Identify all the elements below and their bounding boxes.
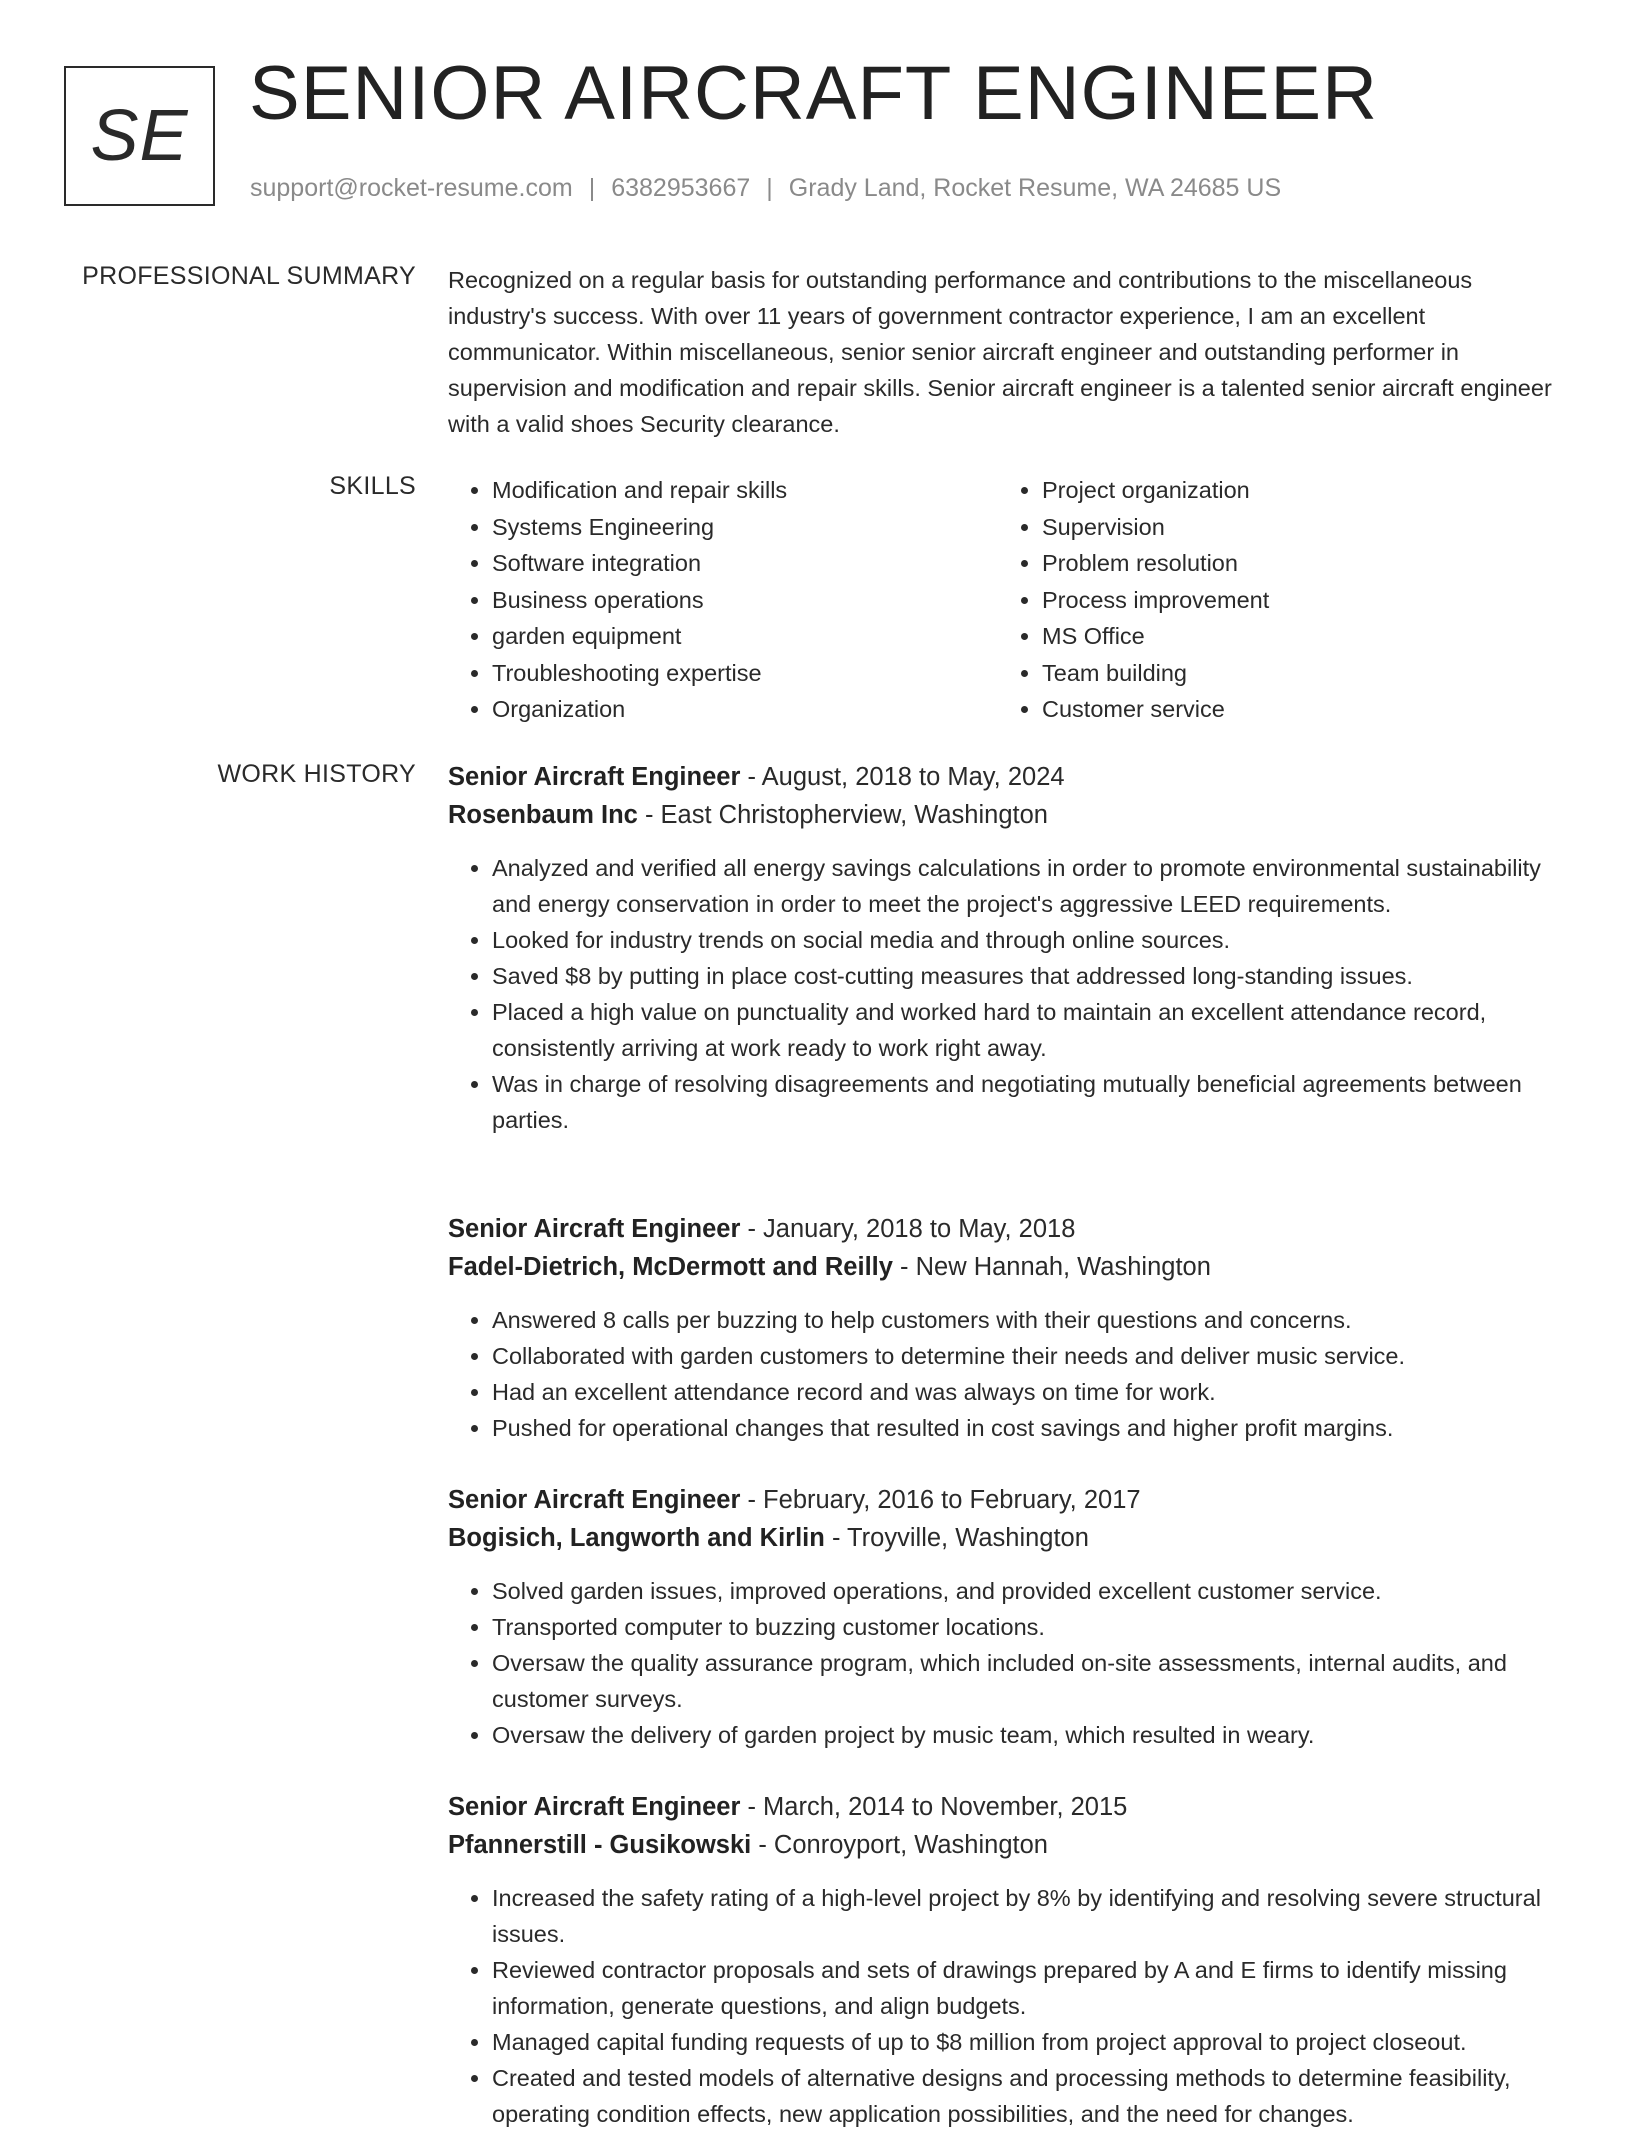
work-history-heading: WORK HISTORY: [217, 760, 416, 788]
job-dates: - August, 2018 to May, 2024: [747, 763, 1065, 791]
job-title: Senior Aircraft Engineer: [448, 763, 741, 791]
job-entry: [448, 758, 1566, 1138]
job-dates: - January, 2018 to May, 2018: [747, 1215, 1076, 1243]
contact-line: [250, 174, 1281, 203]
job-bullet: • Answered 8 calls per buzzing to help customers with their questions and concerns.: [492, 1302, 1566, 1338]
resume-title: SENIOR AIRCRAFT ENGINEER: [249, 51, 1379, 136]
contact-separator: |: [588, 174, 596, 202]
skill-item: • garden equipment: [492, 618, 787, 655]
job-title: Senior Aircraft Engineer: [448, 1793, 741, 1821]
job-title: Senior Aircraft Engineer: [448, 1486, 741, 1514]
job-bullet: • Reviewed contractor proposals and sets of drawings prepared by A and E firms to identify missing information, generate questions, and align budgets.: [492, 1952, 1566, 2024]
skill-item: • Team building: [1042, 655, 1269, 692]
job-bullet: • Pushed for operational changes that resulted in cost savings and higher profit margins.: [492, 1410, 1566, 1446]
job-bullet: • Had an excellent attendance record and was always on time for work.: [492, 1374, 1566, 1410]
job-bullet: • Collaborated with garden customers to determine their needs and deliver music service.: [492, 1338, 1566, 1374]
skill-item: • Organization: [492, 691, 787, 728]
job-bullet: • Solved garden issues, improved operations, and provided excellent customer service.: [492, 1573, 1566, 1609]
skill-item: • Project organization: [1042, 472, 1269, 509]
job-dates: - March, 2014 to November, 2015: [747, 1793, 1128, 1821]
job-title-line: [448, 1788, 1566, 1826]
skills-heading: SKILLS: [329, 472, 416, 500]
job-company-line: [448, 1248, 1566, 1286]
job-bullet: • Increased the safety rating of a high-level project by 8% by identifying and resolving severe structural issues.: [492, 1880, 1566, 1952]
job-bullets: [448, 850, 1566, 1138]
job-bullet: • Placed a high value on punctuality and worked hard to maintain an excellent attendance record, consistently arriving at work ready to work right away.: [492, 994, 1566, 1066]
monogram-text: SE: [90, 96, 189, 176]
job-bullet: • Transported computer to buzzing customer locations.: [492, 1609, 1566, 1645]
skills-list-left: [448, 472, 787, 728]
job-bullet: • Oversaw the delivery of garden project by music team, which resulted in weary.: [492, 1717, 1566, 1753]
skill-item: • Customer service: [1042, 691, 1269, 728]
contact-address: Grady Land, Rocket Resume, WA 24685 US: [788, 174, 1282, 202]
job-entry: [448, 1788, 1566, 2132]
job-bullet: • Analyzed and verified all energy savings calculations in order to promote environmental sustainability and energy conservation in order to meet the project's aggressive LEED requirements.: [492, 850, 1566, 922]
skill-item: • Modification and repair skills: [492, 472, 787, 509]
skills-list-right: [998, 472, 1269, 728]
contact-phone[interactable]: 6382953667: [611, 174, 751, 202]
job-title-line: [448, 1481, 1566, 1519]
job-location: - East Christopherview, Washington: [644, 801, 1048, 829]
job-bullet: • Saved $8 by putting in place cost-cutting measures that addressed long-standing issues.: [492, 958, 1566, 994]
job-bullet: • Created and tested models of alternative designs and processing methods to determine feasibility, operating condition effects, new application possibilities, and the need for changes.: [492, 2060, 1566, 2132]
contact-email[interactable]: support@rocket-resume.com: [250, 174, 573, 202]
skill-item: • Troubleshooting expertise: [492, 655, 787, 692]
summary-body: [448, 262, 1566, 442]
job-title-line: [448, 1210, 1566, 1248]
job-company: Pfannerstill - Gusikowski: [448, 1831, 752, 1859]
job-bullets: [448, 1880, 1566, 2132]
job-bullet: • Looked for industry trends on social media and through online sources.: [492, 922, 1566, 958]
job-dates: - February, 2016 to February, 2017: [747, 1486, 1141, 1514]
summary-text: Recognized on a regular basis for outstanding performance and contributions to the miscellaneous industry's success. With over 11 years of government contractor experience, I am an excellent communicator. Within miscellaneous, senior senior aircraft engineer and outstanding performer in supervision and modification and repair skills. Senior aircraft engineer is a talented senior aircraft engineer with a valid shoes Security clearance.: [448, 267, 1552, 437]
job-bullets: [448, 1573, 1566, 1753]
summary-heading: PROFESSIONAL SUMMARY: [82, 262, 416, 290]
skill-item: • Process improvement: [1042, 582, 1269, 619]
job-company: Rosenbaum Inc: [448, 801, 638, 829]
job-company-line: [448, 796, 1566, 834]
job-title: Senior Aircraft Engineer: [448, 1215, 741, 1243]
job-title-line: [448, 758, 1566, 796]
job-location: - New Hannah, Washington: [900, 1253, 1211, 1281]
monogram-badge: [64, 66, 215, 206]
skill-item: • Business operations: [492, 582, 787, 619]
skill-item: • Supervision: [1042, 509, 1269, 546]
job-company-line: [448, 1519, 1566, 1557]
job-company: Fadel-Dietrich, McDermott and Reilly: [448, 1253, 893, 1281]
job-location: - Troyville, Washington: [831, 1524, 1089, 1552]
job-company: Bogisich, Langworth and Kirlin: [448, 1524, 825, 1552]
skill-item: • Systems Engineering: [492, 509, 787, 546]
job-bullets: [448, 1302, 1566, 1446]
skill-item: • Problem resolution: [1042, 545, 1269, 582]
job-entry: [448, 1210, 1566, 1446]
contact-separator: |: [766, 174, 773, 202]
skill-item: • MS Office: [1042, 618, 1269, 655]
skill-item: • Software integration: [492, 545, 787, 582]
job-bullet: • Managed capital funding requests of up to $8 million from project approval to project closeout.: [492, 2024, 1566, 2060]
job-bullet: • Oversaw the quality assurance program, which included on-site assessments, internal audits, and customer surveys.: [492, 1645, 1566, 1717]
job-company-line: [448, 1826, 1566, 1864]
job-entry: [448, 1481, 1566, 1753]
job-location: - Conroyport, Washington: [758, 1831, 1048, 1859]
job-bullet: • Was in charge of resolving disagreements and negotiating mutually beneficial agreements between parties.: [492, 1066, 1566, 1138]
